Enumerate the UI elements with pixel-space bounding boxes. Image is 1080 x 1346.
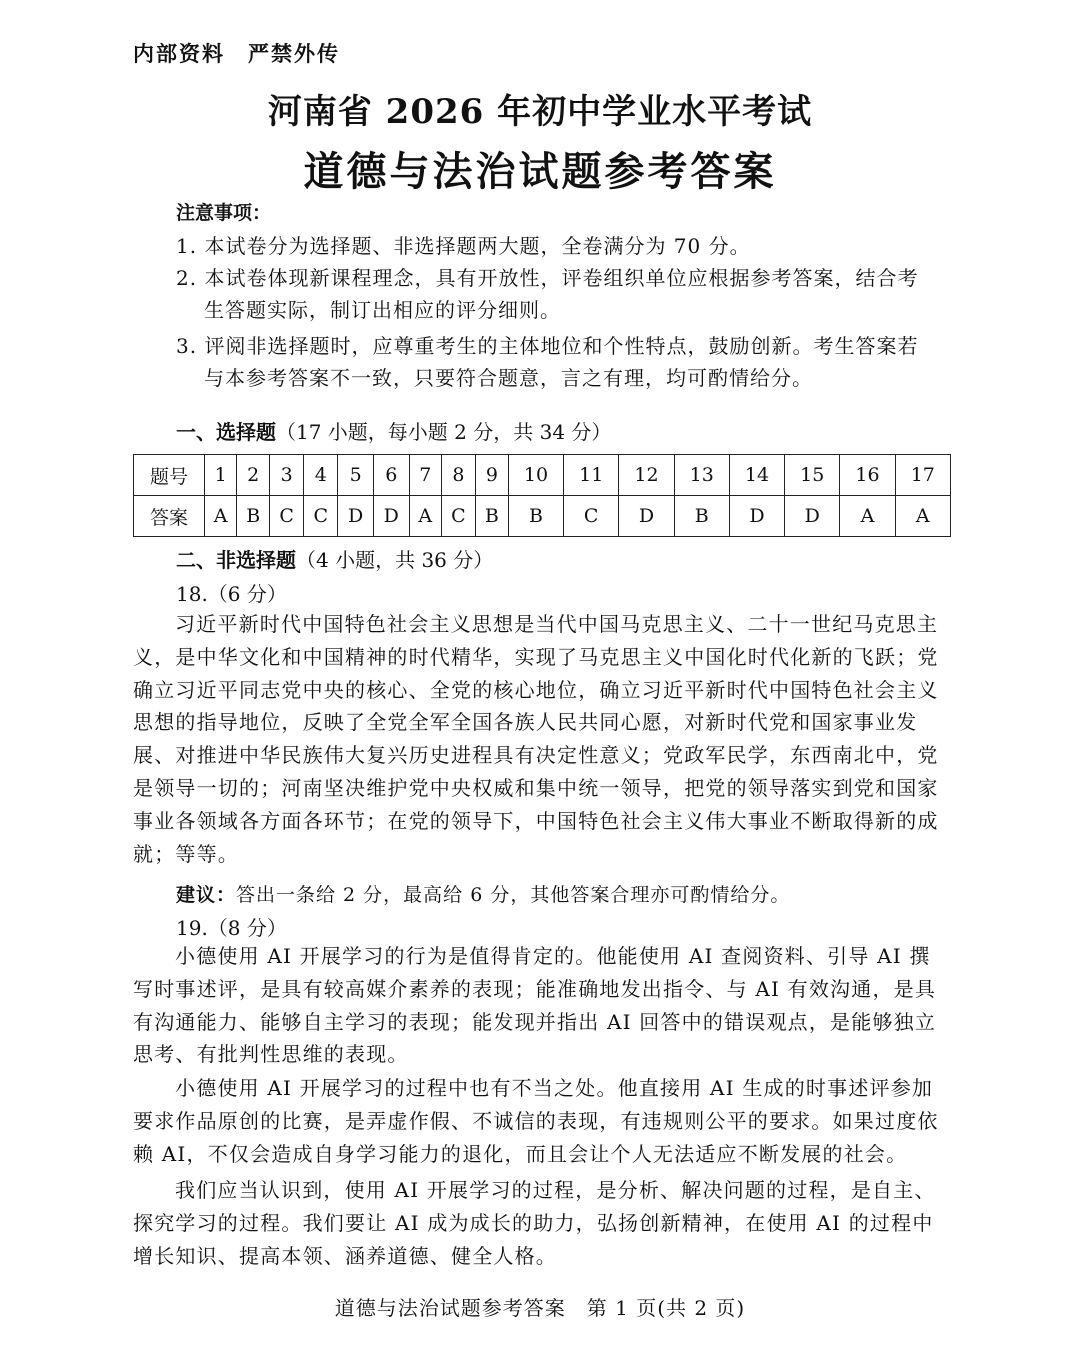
question-number-cell: 1 xyxy=(205,455,237,496)
question-number-cell: 15 xyxy=(785,455,840,496)
note-text: 本试卷分为选择题、非选择题两大题，全卷满分为 70 分。 xyxy=(204,234,751,258)
answer-cell: C xyxy=(304,496,338,537)
note-number: 1. xyxy=(176,234,198,258)
note-item xyxy=(176,230,751,262)
question-number-cell: 13 xyxy=(674,455,729,496)
question-19-number: 19.（8 分） xyxy=(176,916,287,940)
question-number-cell: 6 xyxy=(373,455,409,496)
question-number-cell: 4 xyxy=(304,455,338,496)
question-number-cell: 2 xyxy=(237,455,270,496)
question-number-row xyxy=(134,455,951,496)
answer-cell: B xyxy=(674,496,729,537)
question-number-cell: 16 xyxy=(840,455,895,496)
section1-heading xyxy=(176,416,611,445)
note-text-continued: 与本参考答案不一致，只要符合题意，言之有理，均可酌情给分。 xyxy=(204,366,813,390)
note-item xyxy=(176,330,918,394)
answer-cell: C xyxy=(270,496,304,537)
answer-cell: A xyxy=(205,496,237,537)
question-number-cell: 3 xyxy=(270,455,304,496)
section2-heading xyxy=(176,544,493,573)
question-18-answer: 习近平新时代中国特色社会主义思想是当代中国马克思主义、二十一世纪马克思主义，是中华文化和中国精神的时代精华，实现了马克思主义中国化时代化新的飞跃；党确立习近平同志党中央的核心、全党的核心地位，确立习近平新时代中国特色社会主义思想的指导地位，反映了全党全军全国各族人民共同心愿，对新时代党和国家事业发展、对推进中华民族伟大复兴历史进程具有决定性意义；党政军民学，东西南北中，党是领导一切的；河南坚决维护党中央权威和集中统一领导，把党的领导落实到党和国家事业各领域各方面各环节；在党的领导下，中国特色社会主义伟大事业不断取得新的成就；等等。 xyxy=(133,612,939,866)
question-number-cell: 8 xyxy=(441,455,475,496)
section1-detail: （17 小题，每小题 2 分，共 34 分） xyxy=(276,420,612,444)
answer-header: 答案 xyxy=(134,496,205,537)
question-number-cell: 12 xyxy=(619,455,674,496)
answer-cell: A xyxy=(409,496,441,537)
question-19-paragraph-2: 小德使用 AI 开展学习的过程中也有不当之处。他直接用 AI 生成的时事述评参加要求作品原创的比赛，是弄虚作假、不诚信的表现，有违规则公平的要求。如果过度依赖 AI，不仅会造成自身学习能力的退化，而且会让个人无法适应不断发展的社会。 xyxy=(133,1076,939,1166)
document-title: 道德与法治试题参考答案 xyxy=(303,148,777,195)
answer-cell: D xyxy=(785,496,840,537)
question-19-paragraph-1: 小德使用 AI 开展学习的行为是值得肯定的。他能使用 AI 查阅资料、引导 AI 撰写时事述评，是具有较高媒介素养的表现；能准确地发出指令、与 AI 有效沟通，是具有沟通能力、能够自主学习的表现；能发现并指出 AI 回答中的错误观点，是能够独立思考、有批判性思维的表现。 xyxy=(133,944,937,1067)
question-number-cell: 7 xyxy=(409,455,441,496)
note-number: 3. xyxy=(176,334,198,358)
answer-cell: A xyxy=(895,496,950,537)
answer-cell: D xyxy=(619,496,674,537)
answer-cell: A xyxy=(840,496,895,537)
advice-label: 建议： xyxy=(176,884,237,906)
question-number-cell: 17 xyxy=(895,455,950,496)
question-number-header: 题号 xyxy=(134,455,205,496)
question-18-number: 18.（6 分） xyxy=(176,582,287,606)
exam-title: 河南省 2026 年初中学业水平考试 xyxy=(267,92,813,132)
question-number-cell: 10 xyxy=(508,455,563,496)
answer-table xyxy=(133,454,951,537)
note-text-continued: 生答题实际，制订出相应的评分细则。 xyxy=(204,298,561,322)
answer-cell: D xyxy=(373,496,409,537)
confidential-notice: 内部资料 严禁外传 xyxy=(133,42,340,66)
section2-detail: （4 小题，共 36 分） xyxy=(296,548,494,572)
answer-cell: B xyxy=(476,496,509,537)
scoring-advice xyxy=(176,880,790,907)
note-item xyxy=(176,262,918,326)
page-footer: 道德与法治试题参考答案 第 1 页(共 2 页) xyxy=(334,1296,746,1320)
section1-label: 一、选择题 xyxy=(176,420,276,444)
answer-cell: B xyxy=(237,496,270,537)
question-number-cell: 5 xyxy=(338,455,374,496)
advice-text: 答出一条给 2 分，最高给 6 分，其他答案合理亦可酌情给分。 xyxy=(236,884,791,906)
answer-cell: C xyxy=(564,496,619,537)
answer-row xyxy=(134,496,951,537)
question-number-cell: 9 xyxy=(476,455,509,496)
answer-cell: D xyxy=(338,496,374,537)
question-19-paragraph-3: 我们应当认识到，使用 AI 开展学习的过程，是分析、解决问题的过程，是自主、探究学习的过程。我们要让 AI 成为成长的助力，弘扬创新精神，在使用 AI 的过程中增长知识、提高本领、涵养道德、健全人格。 xyxy=(133,1178,936,1268)
note-text: 评阅非选择题时，应尊重考生的主体地位和个性特点，鼓励创新。考生答案若 xyxy=(204,334,919,358)
answer-cell: C xyxy=(441,496,475,537)
notes-heading: 注意事项： xyxy=(176,202,272,224)
answer-cell: D xyxy=(729,496,784,537)
question-number-cell: 14 xyxy=(729,455,784,496)
note-text: 本试卷体现新课程理念，具有开放性，评卷组织单位应根据参考答案，结合考 xyxy=(204,266,919,290)
section2-label: 二、非选择题 xyxy=(176,548,296,572)
note-number: 2. xyxy=(176,266,198,290)
answer-cell: B xyxy=(508,496,563,537)
question-number-cell: 11 xyxy=(564,455,619,496)
